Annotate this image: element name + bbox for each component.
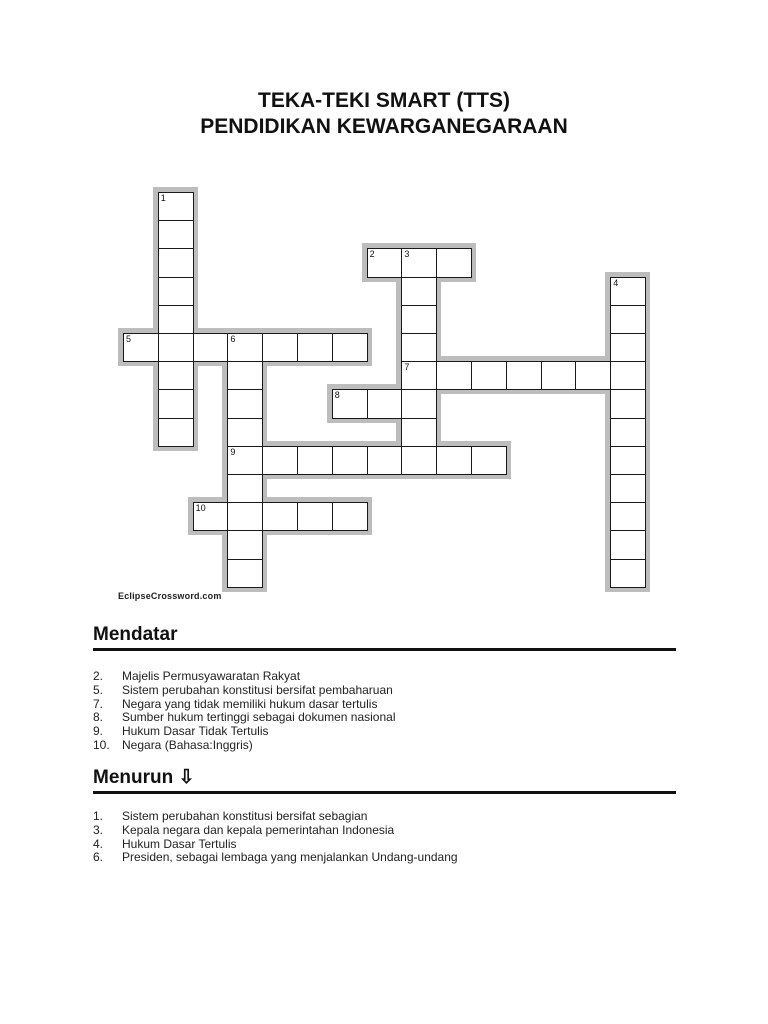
- clue-item: [93, 697, 693, 711]
- crossword-cell[interactable]: [401, 446, 437, 475]
- clue-number: 8.: [93, 710, 104, 725]
- crossword-cell[interactable]: [367, 389, 403, 418]
- crossword-cell[interactable]: [227, 530, 263, 559]
- crossword-cell[interactable]: [262, 333, 298, 362]
- clue-number: 1.: [93, 809, 104, 823]
- crossword-cell[interactable]: [610, 305, 646, 334]
- crossword-cell[interactable]: [227, 389, 263, 418]
- crossword-cell[interactable]: [297, 446, 333, 475]
- crossword-cell[interactable]: [332, 389, 368, 418]
- clue-number: 1: [160, 193, 166, 203]
- clue-text: Negara (Bahasa:Inggris): [122, 737, 253, 752]
- crossword-cell[interactable]: [158, 333, 194, 362]
- crossword-cell[interactable]: [158, 389, 194, 418]
- crossword-cell[interactable]: [471, 361, 507, 390]
- crossword-cell[interactable]: [297, 502, 333, 531]
- page-title-line1: TEKA-TEKI SMART (TTS): [258, 89, 510, 112]
- crossword-cell[interactable]: [610, 446, 646, 475]
- crossword-cell[interactable]: [262, 502, 298, 531]
- crossword-cell[interactable]: [227, 361, 263, 390]
- crossword-cell[interactable]: [436, 248, 472, 277]
- clue-text: Sumber hukum tertinggi sebagai dokumen nasional: [122, 710, 396, 725]
- crossword-cell[interactable]: [436, 361, 472, 390]
- clue-item: [93, 738, 693, 752]
- across-divider: [93, 648, 676, 651]
- clue-item: [93, 724, 693, 738]
- crossword-cell[interactable]: [610, 389, 646, 418]
- crossword-cell[interactable]: [123, 333, 159, 362]
- clue-number: 6.: [93, 850, 104, 865]
- clue-item: [93, 809, 693, 823]
- crossword-cell[interactable]: [610, 502, 646, 531]
- crossword-cell[interactable]: [367, 446, 403, 475]
- clue-number: 2.: [93, 669, 104, 683]
- crossword-cell[interactable]: [193, 502, 229, 531]
- clue-item: [93, 669, 693, 683]
- crossword-cell[interactable]: [401, 277, 437, 306]
- crossword-cell[interactable]: [193, 333, 229, 362]
- clue-text: Majelis Permusyawaratan Rakyat: [122, 669, 301, 683]
- crossword-cell[interactable]: [471, 446, 507, 475]
- down-clue-list: [93, 809, 693, 864]
- clue-number: 6: [230, 334, 236, 344]
- clue-number: 3: [404, 249, 410, 260]
- clue-number: 5.: [93, 682, 104, 697]
- crossword-cell[interactable]: [227, 559, 263, 588]
- crossword-cell[interactable]: [367, 248, 403, 277]
- crossword-cell[interactable]: [158, 418, 194, 447]
- crossword-cell[interactable]: [610, 474, 646, 503]
- crossword-cell[interactable]: [610, 277, 646, 306]
- credit-text: EclipseCrossword.com: [118, 591, 222, 601]
- clue-number: 10: [195, 503, 206, 514]
- clue-text: Presiden, sebagai lembaga yang menjalankan Undang-undang: [122, 850, 458, 865]
- across-clue-list: [93, 669, 693, 752]
- crossword-cell[interactable]: [158, 248, 194, 277]
- crossword-cell[interactable]: [262, 446, 298, 475]
- down-divider: [93, 791, 676, 794]
- clue-number: 10.: [93, 737, 110, 752]
- clue-item: [93, 837, 693, 851]
- clue-number: 8: [334, 390, 340, 401]
- clue-number: 7: [404, 362, 410, 373]
- clue-text: Sistem perubahan konstitusi bersifat pembaharuan: [122, 682, 393, 697]
- clue-item: [93, 710, 693, 724]
- crossword-cell[interactable]: [401, 333, 437, 362]
- clue-item: [93, 683, 693, 697]
- crossword-cell[interactable]: [158, 192, 194, 221]
- crossword-cell[interactable]: [401, 305, 437, 334]
- crossword-cell[interactable]: [158, 361, 194, 390]
- clue-number: 7.: [93, 696, 104, 711]
- clue-number: 2: [369, 249, 375, 260]
- crossword-cell[interactable]: [610, 418, 646, 447]
- crossword-cell[interactable]: [158, 277, 194, 306]
- clue-number: 4.: [93, 836, 104, 851]
- clue-text: Kepala negara dan kepala pemerintahan Indonesia: [122, 822, 395, 837]
- crossword-cell[interactable]: [158, 220, 194, 249]
- crossword-cell[interactable]: [541, 361, 577, 390]
- clue-number: 4: [613, 277, 619, 288]
- crossword-cell[interactable]: [158, 305, 194, 334]
- page-title-line2: PENDIDIKAN KEWARGANEGARAAN: [200, 115, 568, 138]
- crossword-cell[interactable]: [227, 418, 263, 447]
- crossword-cell[interactable]: [332, 446, 368, 475]
- crossword-cell[interactable]: [227, 474, 263, 503]
- clue-text: Hukum Dasar Tidak Tertulis: [122, 724, 269, 739]
- crossword-cell[interactable]: [401, 389, 437, 418]
- crossword-cell[interactable]: [610, 559, 646, 588]
- clue-text: Hukum Dasar Tertulis: [122, 836, 237, 851]
- clue-item: [93, 850, 693, 864]
- crossword-cell[interactable]: [227, 333, 263, 362]
- crossword-cell[interactable]: [332, 502, 368, 531]
- crossword-cell[interactable]: [332, 333, 368, 362]
- crossword-cell[interactable]: [436, 446, 472, 475]
- crossword-cell[interactable]: [297, 333, 333, 362]
- clue-item: [93, 823, 693, 837]
- crossword-cell[interactable]: [401, 361, 437, 390]
- across-heading: Mendatar: [93, 624, 178, 645]
- crossword-cell[interactable]: [401, 418, 437, 447]
- crossword-cell[interactable]: [610, 361, 646, 390]
- clue-text: Sistem perubahan konstitusi bersifat sebagian: [122, 809, 368, 823]
- clue-number: 3.: [93, 822, 104, 837]
- crossword-cell[interactable]: [506, 361, 542, 390]
- clue-number: 5: [126, 334, 132, 344]
- crossword-cell[interactable]: [610, 333, 646, 362]
- down-heading: Menurun ⇩: [93, 767, 195, 788]
- clue-number: 9.: [93, 724, 104, 739]
- crossword-cell[interactable]: [575, 361, 611, 390]
- crossword-cell[interactable]: [227, 446, 263, 475]
- crossword-cell[interactable]: [227, 502, 263, 531]
- clue-number: 9: [230, 446, 236, 457]
- crossword-cell[interactable]: [401, 248, 437, 277]
- clue-text: Negara yang tidak memiliki hukum dasar tertulis: [122, 696, 378, 711]
- crossword-cell[interactable]: [610, 530, 646, 559]
